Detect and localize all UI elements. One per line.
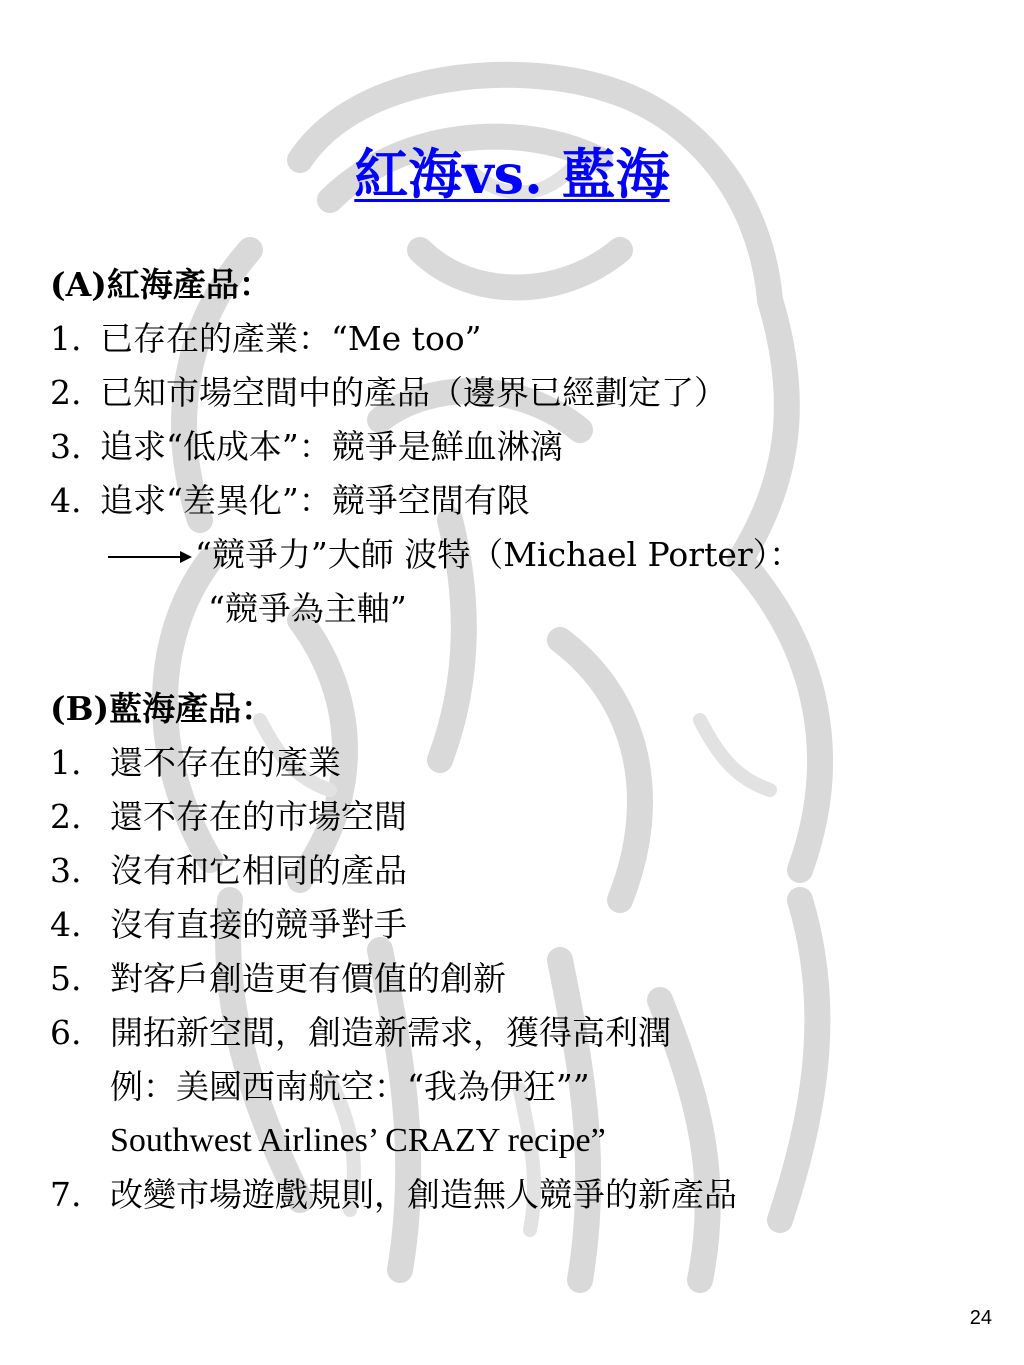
example-line-english: Southwest Airlines’ CRAZY recipe” <box>110 1122 606 1159</box>
list-item-number: 1. <box>50 319 82 358</box>
list-item-number: 2. <box>50 373 82 412</box>
list-item-number: 7. <box>50 1175 82 1214</box>
list-item-number: 1. <box>50 743 82 782</box>
list-item <box>50 740 341 786</box>
list-item-number: 3. <box>50 427 82 466</box>
list-item-number: 6. <box>50 1013 82 1052</box>
list-item <box>50 370 727 416</box>
list-item-number: 3. <box>50 851 82 890</box>
porter-note-continuation: “競爭為主軸” <box>208 589 407 628</box>
list-item-text: 追求“低成本”：競爭是鮮血淋漓 <box>100 427 563 466</box>
list-item-number: 5. <box>50 959 82 998</box>
list-item <box>50 478 530 524</box>
porter-note <box>100 532 802 578</box>
list-item-text: 追求“差異化”：競爭空間有限 <box>100 481 530 520</box>
list-item <box>50 316 482 362</box>
page-number: 24 <box>969 1307 992 1329</box>
section-b-heading: (B)藍海產品： <box>50 689 275 728</box>
list-item-text: 開拓新空間，創造新需求，獲得高利潤 <box>110 1013 671 1052</box>
list-item-number: 4. <box>50 481 82 520</box>
arrow-right-icon <box>100 547 195 567</box>
list-item <box>50 424 563 470</box>
list-item <box>50 794 407 840</box>
list-item-text: 對客戶創造更有價值的創新 <box>110 959 506 998</box>
list-item <box>50 848 407 894</box>
list-item-text: 已存在的產業：“Me too” <box>100 319 482 358</box>
list-item <box>50 1010 671 1056</box>
list-item-text: 還不存在的市場空間 <box>110 797 407 836</box>
list-item-text: 沒有直接的競爭對手 <box>110 905 407 944</box>
list-item-text: 還不存在的產業 <box>110 743 341 782</box>
list-item <box>50 1172 737 1218</box>
example-line: 例：美國西南航空：“我為伊狂”” <box>110 1067 590 1106</box>
section-a-heading: (A)紅海產品： <box>50 265 272 304</box>
list-item-text: 沒有和它相同的產品 <box>110 851 407 890</box>
slide-title: 紅海vs. 藍海 <box>354 142 670 206</box>
list-item-text: 改變市場遊戲規則，創造無人競爭的新產品 <box>110 1175 737 1214</box>
list-item <box>50 956 506 1002</box>
list-item <box>50 902 407 948</box>
list-item-text: 已知市場空間中的產品（邊界已經劃定了） <box>100 373 727 412</box>
porter-note-text: “競爭力”大師 波特（Michael Porter）： <box>195 535 803 574</box>
list-item-number: 4. <box>50 905 82 944</box>
list-item-number: 2. <box>50 797 82 836</box>
